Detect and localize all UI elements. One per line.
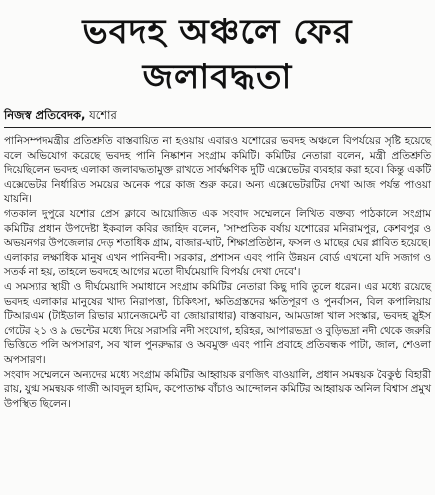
- byline: [4, 108, 431, 123]
- byline-place: যশোর: [89, 108, 117, 122]
- headline-line-2: জলাবদ্ধতা: [142, 57, 293, 97]
- byline-reporter: নিজস্ব প্রতিবেদক,: [4, 108, 86, 122]
- article-paragraph-2: গতকাল দুপুরে যশোর প্রেস ক্লাবে আয়োজিত এক সংবাদ সম্মেলনে লিখিত বক্তব্য পাঠকালে সংগ্রাম কমিটির প্রধান উপদেষ্টা ইকবাল কবির জাহিদ বলেন, 'সাম্প্রতিক বর্ষায় যশোরের মনিরামপুর, কেশবপুর ও অভয়নগর উপজেলার দেড় শতাধিক গ্রাম, বাজার-ঘাট, শিক্ষাপ্রতিষ্ঠান, ফসল ও মাছের ঘের প্লাবিত হয়েছে। এলাকার লক্ষাধিক মানুষ এখন পানিবন্দী। সরকার, প্রশাসন এবং পানি উন্নয়ন বোর্ড এখনো যদি সজাগ ও সতর্ক না হয়, তাহলে ভবদহে আগের মতো দীর্ঘমেয়াদি বিপর্যয় দেখা দেবে'।: [4, 207, 431, 279]
- byline-divider: [4, 127, 431, 128]
- article-paragraph-1: পানিসম্পদমন্ত্রীর প্রতিশ্রুতি বাস্তবায়িত না হওয়ায় এবারও যশোরের ভবদহ অঞ্চলে বিপর্যয়ের সৃষ্টি হয়েছে বলে অভিযোগ করেছে ভবদহ পানি নিষ্কাশন সংগ্রাম কমিটি। কমিটির নেতারা বলেন, মন্ত্রী প্রতিশ্রুতি দিয়েছিলেন ভবদহ এলাকা জলাবদ্ধতামুক্ত রাখতে সার্বক্ষণিক দুটি এক্সেভেটর ব্যবহার করা হবে। কিন্তু একটি এক্সেভেটর নির্ধারিত সময়ের অনেক পরে কাজ শুরু করে। অন্য এক্সেভেটরটির দেখা আজ পর্যন্ত পাওয়া যায়নি।: [4, 135, 431, 206]
- article-body: [4, 134, 431, 411]
- headline: [4, 0, 431, 100]
- article-paragraph-4: সংবাদ সম্মেলনে অন্যদের মধ্যে সংগ্রাম কমিটির আহ্বায়ক রণজিৎ বাওয়ালি, প্রধান সমন্বয়ক বৈকুণ্ঠ বিহারী রায়, যুগ্ম সমন্বয়ক গাজী আবদুল হামিদ, কপোতাক্ষ বাঁচাও আন্দোলন কমিটির আহ্বায়ক অনিল বিশ্বাস প্রমুখ উপস্থিত ছিলেন।: [4, 368, 431, 410]
- headline-line-1: ভবদহ অঞ্চলে ফের: [82, 12, 353, 52]
- article-paragraph-3: এ সমস্যার স্থায়ী ও দীর্ঘমেয়াদি সমাধানে সংগ্রাম কমিটির নেতারা কিছু দাবি তুলে ধরেন। এর মধ্যে রয়েছে ভবদহ এলাকার মানুষের খাদ্য নিরাপত্তা, চিকিৎসা, ক্ষতিগ্রস্তদের ক্ষতিপূরণ ও পুনর্বাসন, বিল কপালিয়ায় টিআরএম (টাইডাল রিভার ম্যানেজমেন্ট বা জোয়ারাধার) বাস্তবায়ন, আমডাঙ্গা খাল সংস্কার, ভবদহ স্লুইস গেটের ২১ ও ৯ ভেন্টের মধ্যে দিয়ে সরাসরি নদী সংযোগ, হরিহর, আপারভদ্রা ও বুড়িভদ্রা নদী থেকে জরুরি ভিত্তিতে পলি অপসারণ, সব খাল পুনরুদ্ধার ও অবমুক্ত এবং পানি প্রবাহে প্রতিবন্ধক পাটা, জাল, শেওলা অপসারণ।: [4, 280, 431, 366]
